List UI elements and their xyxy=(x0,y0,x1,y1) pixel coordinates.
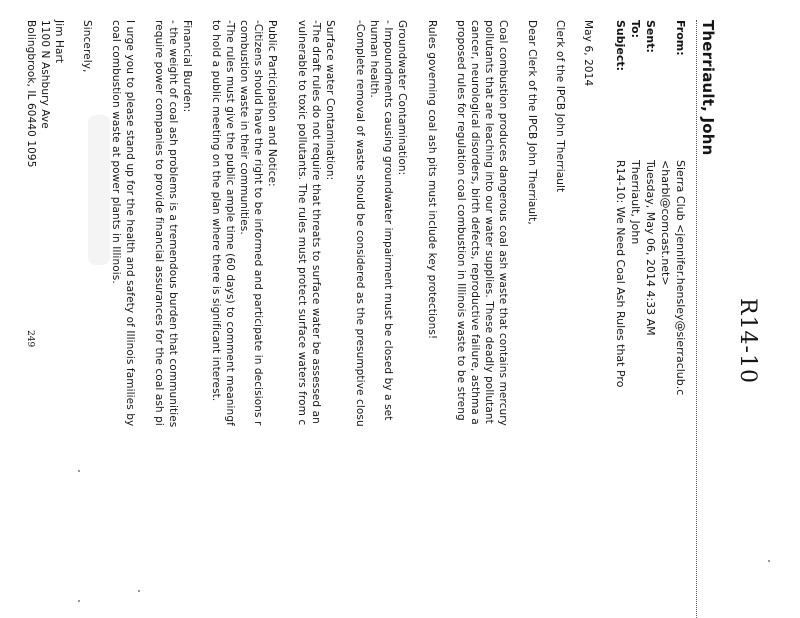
scan-smudge xyxy=(88,115,110,265)
letter-date: May 6, 2014 xyxy=(582,20,594,87)
scan-speck xyxy=(78,470,80,472)
paragraph-line: human health. xyxy=(368,20,380,98)
signer-city: Bolingbrook, IL 60440 1095 xyxy=(25,20,37,168)
paragraph-line: Rules governing coal ash pits must include key protections! xyxy=(426,20,438,340)
paragraph-line: cancer, neurological disorders, birth defects, reproductive failure, asthma a xyxy=(469,20,481,425)
paragraph-line: require power companies to provide financial assurances for the coal ash pi xyxy=(153,20,165,426)
header-divider xyxy=(696,20,697,618)
docket-number: R14-10 xyxy=(735,298,760,384)
paragraph-line: -The rules must give the public ample time (60 days) to comment meaningf xyxy=(224,20,236,426)
to-label: To: xyxy=(629,20,642,38)
scan-speck xyxy=(78,600,80,602)
paragraph-line: I urge you to please stand up for the health and safety of Illinois families by xyxy=(124,20,136,427)
section-heading-groundwater: Groundwater Contamination: xyxy=(396,20,408,176)
signer-street: 1100 N Ashbury Ave xyxy=(39,20,51,129)
from-label: From: xyxy=(674,20,687,56)
paragraph-line: -Complete removal of waste should be considered as the presumptive closu xyxy=(354,20,366,427)
paragraph-line: Coal combustion produces dangerous coal ash waste that contains mercury xyxy=(497,20,509,426)
section-heading-financial-burden: Financial Burden: xyxy=(181,20,193,113)
paragraph-line: combustion waste in their communities. xyxy=(238,20,250,235)
paragraph-line: vulnerable to toxic pollutants. The rules must protect surface waters from c xyxy=(296,20,308,426)
paragraph-line: coal combustion waste at power plants in Illinois. xyxy=(110,20,122,284)
paragraph-line: -The draft rules do not require that threats to surface water be assessed an xyxy=(310,20,322,424)
sender-name: Therriault, John xyxy=(699,20,717,156)
subject-label: Subject: xyxy=(614,20,627,72)
sent-value: Tuesday, May 06, 2014 4:33 AM xyxy=(644,160,657,336)
to-value: Therriault, John xyxy=(629,160,642,245)
paragraph-line: -Citizens should have the right to be informed and participate in decisions r xyxy=(252,20,264,426)
from-value: Sierra Club <jennifer.hensley@sierraclub.c xyxy=(674,160,687,396)
subject-value: R14-10: We Need Coal Ash Rules that Pro xyxy=(614,160,627,388)
from-address-value: <harbl@comcast.net> xyxy=(659,160,672,286)
scan-speck xyxy=(768,560,770,562)
signer-name: Jim Hart xyxy=(53,20,65,64)
section-heading-surface-water: Surface water Contamination: xyxy=(324,20,336,181)
section-heading-public-participation: Public Participation and Notice: xyxy=(266,20,278,187)
closing: Sincerely, xyxy=(81,20,93,73)
scan-speck xyxy=(138,590,140,592)
paragraph-line: - the weight of coal ash problems is a tremendous burden that communities xyxy=(167,20,179,428)
paragraph-line: proposed rules for regulation coal combustion in Illinois waste to be streng xyxy=(455,20,467,421)
paragraph-line: to hold a public meeting on the plan where there is significant interest. xyxy=(210,20,222,402)
recipient-line: Clerk of the IPCB John Therriault xyxy=(554,20,566,193)
salutation: Dear Clerk of the IPCB John Therriault, xyxy=(526,20,538,225)
sent-label: Sent: xyxy=(644,20,657,53)
paragraph-line: pollutants that are leaching into our water supplies. These deadly pollutant xyxy=(483,20,495,424)
page-number: 249 xyxy=(25,330,35,348)
paragraph-line: - Impoundments causing groundwater impairment must be closed by a set xyxy=(382,20,394,421)
